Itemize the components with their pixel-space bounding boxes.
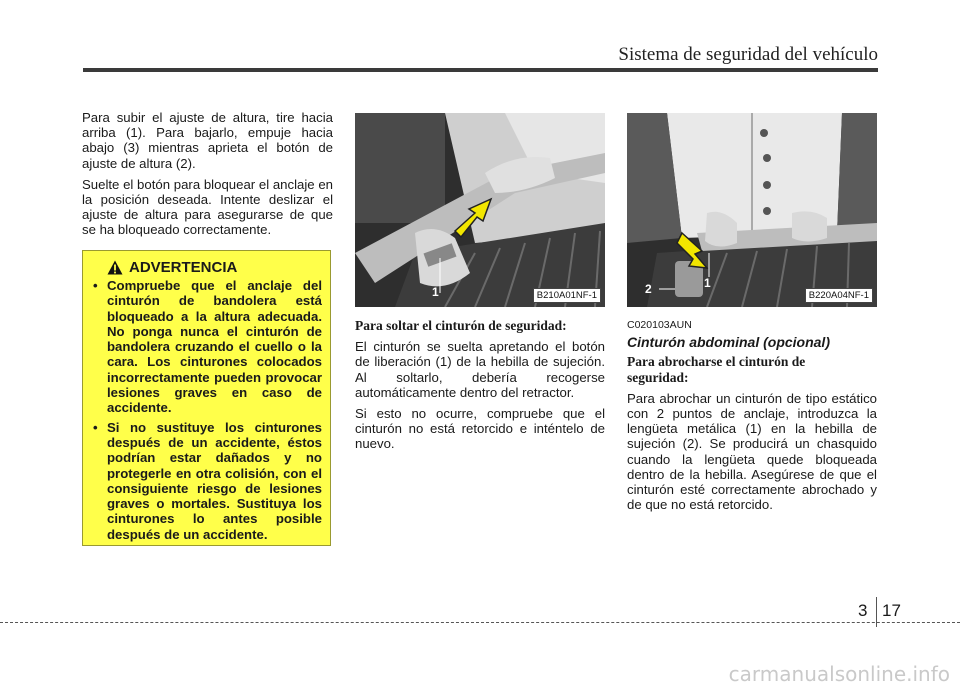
warning-item: • Compruebe que el anclaje del cinturón de bandolera está bloqueado a la altura adecuada. No ponga nunca el cinturón de bandolera cruzando el cuello o la cara. Los cinturones colocados incorrectamente pueden provocar lesiones graves en caso de accidente. [93, 278, 322, 416]
footer-rule [0, 622, 960, 623]
warning-triangle-icon [107, 260, 123, 275]
seatbelt-release-illustration [355, 113, 605, 307]
middle-subtitle: Para soltar el cinturón de seguridad: [355, 318, 567, 333]
middle-paragraph-1: El cinturón se suelta apretando el botón de liberación (1) de la hebilla de sujeción. Al soltarlo, debería recogerse automáticamente dentro del retractor. [355, 339, 605, 400]
warning-box [82, 250, 331, 546]
warning-title: ADVERTENCIA [129, 259, 238, 276]
header-rule [83, 68, 878, 72]
callout-1: 1 [704, 276, 711, 290]
callout-2: 2 [645, 282, 652, 296]
chapter-number: 3 [858, 601, 868, 620]
warning-list [93, 278, 322, 542]
warning-item: • Si no sustituye los cinturones después de un accidente, éstos podrían estar dañados y no protegerle en otra colisión, con el consiguiente riesgo de lesiones graves o mortales. Sustituya los cinturones lo antes posible después de un accidente. [93, 420, 322, 542]
section-code: C020103AUN [627, 319, 692, 331]
left-paragraph-2: Suelte el botón para bloquear el anclaje en la posición deseada. Intente deslizar el ajuste de altura para asegurarse de que se ha bloqueado correctamente. [82, 176, 333, 238]
page-number: 17 [882, 601, 901, 620]
middle-paragraph-2: Si esto no ocurre, compruebe que el cinturón no está retorcido e inténtelo de nuevo. [355, 406, 605, 452]
lap-belt-illustration [627, 113, 877, 307]
seatbelt-release-drawing [355, 113, 605, 307]
page-header-title: Sistema de seguridad del vehículo [618, 44, 878, 65]
right-subtitle: Para abrocharse el cinturón de seguridad: [627, 354, 806, 385]
callout-1: 1 [432, 285, 439, 299]
right-column [627, 318, 877, 518]
image-code: B210A01NF-1 [533, 288, 601, 303]
left-paragraph-1: Para subir el ajuste de altura, tire hacia arriba (1). Para bajarlo, empuje hacia abajo (3) mientras aprieta el botón de ajuste de altura (2). [82, 110, 333, 171]
image-code: B220A04NF-1 [805, 288, 873, 303]
watermark: carmanualsonline.info [728, 662, 950, 686]
middle-column [355, 318, 605, 458]
warning-header [107, 259, 322, 276]
lap-belt-drawing [627, 113, 877, 307]
right-paragraph: Para abrochar un cinturón de tipo estático con 2 puntos de anclaje, introduzca la lengüeta metálica (1) en la hebilla de sujeción (2). Se producirá un chasquido cuando la lengüeta quede bloqueada dentro de la hebilla. Asegúrese de que el cinturón esté correctamente abrochado y de que no está retorcido. [627, 390, 877, 513]
section-title: Cinturón abdominal (opcional) [627, 334, 830, 351]
left-column [82, 110, 333, 244]
